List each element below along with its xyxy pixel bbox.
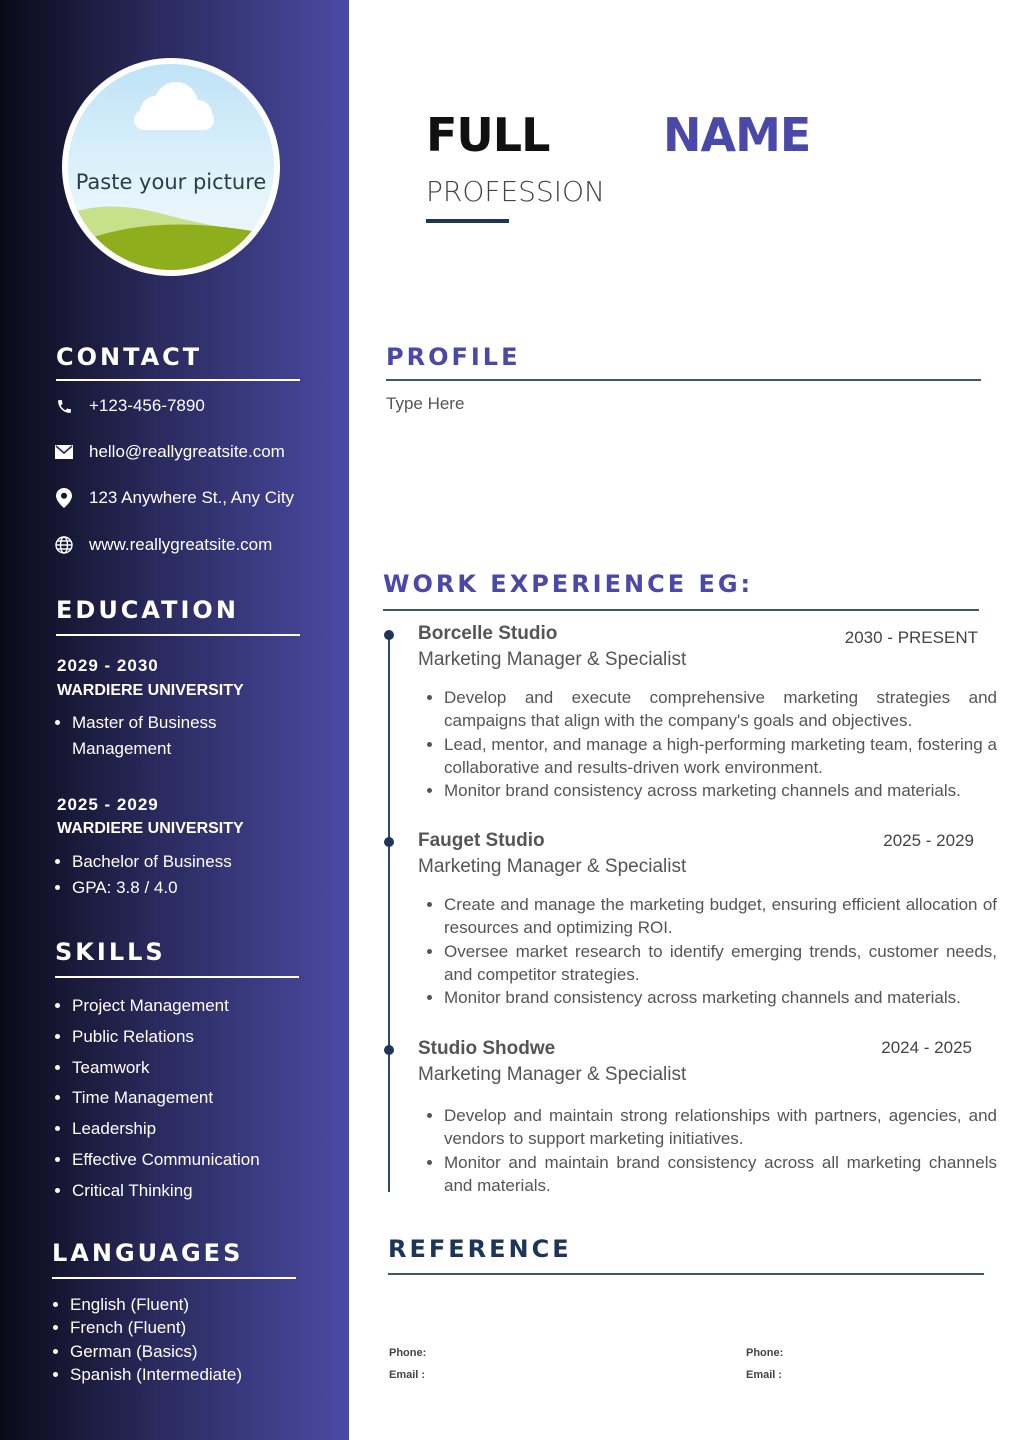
reference-email-label: Email :	[746, 1369, 783, 1381]
contact-address[interactable]	[55, 486, 294, 510]
landscape-icon	[68, 64, 274, 270]
list-item: • GPA: 3.8 / 4.0	[72, 875, 312, 901]
skills-divider	[55, 976, 299, 978]
list-item: • Monitor brand consistency across marketing channels and materials.	[444, 986, 997, 1009]
globe-icon	[55, 536, 73, 554]
profile-photo-placeholder[interactable]	[62, 58, 280, 276]
email-text: hello@reallygreatsite.com	[89, 442, 285, 461]
job-role: Marketing Manager & Specialist	[418, 1064, 687, 1085]
education-details	[54, 710, 282, 762]
education-years: 2029 - 2030	[57, 656, 159, 675]
work-experience-divider	[383, 609, 979, 611]
job-bullets	[426, 686, 997, 802]
education-title: EDUCATION	[56, 596, 239, 624]
list-item: • Teamwork	[72, 1053, 332, 1084]
list-item: • Master of Business Management	[72, 710, 282, 762]
profile-divider	[386, 379, 981, 381]
list-item: • Effective Communication	[72, 1145, 332, 1176]
education-university: WARDIERE UNIVERSITY	[57, 682, 244, 699]
reference-title: REFERENCE	[388, 1235, 572, 1263]
job-bullets	[426, 1104, 997, 1197]
list-item: • Spanish (Intermediate)	[70, 1363, 330, 1386]
list-item: • Project Management	[72, 991, 332, 1022]
education-university: WARDIERE UNIVERSITY	[57, 820, 244, 837]
list-item: • Time Management	[72, 1083, 332, 1114]
timeline-dot	[384, 837, 394, 847]
profile-title: PROFILE	[386, 343, 521, 371]
job-company: Studio Shodwe	[418, 1038, 556, 1059]
timeline-dot	[384, 1045, 394, 1055]
contact-website[interactable]	[55, 533, 272, 557]
job-dates: 2030 - PRESENT	[844, 628, 978, 647]
contact-phone[interactable]	[55, 394, 205, 418]
contact-title: CONTACT	[56, 343, 203, 371]
skills-list	[54, 991, 332, 1207]
list-item: • German (Basics)	[70, 1340, 330, 1363]
profession-underline	[426, 219, 509, 223]
address-text: 123 Anywhere St., Any City	[89, 488, 295, 507]
reference-divider	[388, 1273, 984, 1275]
list-item: • Oversee market research to identify emerging trends, customer needs, and competitor strategies.	[444, 940, 997, 987]
last-name: NAME	[663, 108, 811, 162]
reference-phone-label: Phone:	[746, 1347, 784, 1359]
job-company: Borcelle Studio	[418, 623, 558, 644]
education-divider	[56, 634, 300, 636]
skills-title: SKILLS	[55, 938, 166, 966]
photo-landscape	[68, 64, 274, 270]
languages-divider	[52, 1277, 296, 1279]
languages-list	[52, 1293, 330, 1386]
list-item: • Create and manage the marketing budget, ensuring efficient allocation of resources and optimizing ROI.	[444, 893, 997, 940]
phone-text: +123-456-7890	[89, 396, 205, 415]
first-name: FULL	[426, 108, 550, 162]
job-role: Marketing Manager & Specialist	[418, 856, 687, 877]
reference-phone-label: Phone:	[389, 1347, 427, 1359]
education-years: 2025 - 2029	[57, 795, 159, 814]
phone-icon	[55, 397, 73, 415]
job-bullets	[426, 893, 997, 1009]
reference-email-label: Email :	[389, 1369, 426, 1381]
list-item: • French (Fluent)	[70, 1316, 330, 1339]
contact-divider	[56, 379, 300, 381]
timeline-line	[388, 634, 390, 1192]
list-item: • Critical Thinking	[72, 1176, 332, 1207]
list-item: • Lead, mentor, and manage a high-performing marketing team, fostering a collaborative and results-driven work environment.	[444, 733, 997, 780]
list-item: • Public Relations	[72, 1022, 332, 1053]
list-item: • Leadership	[72, 1114, 332, 1145]
location-pin-icon	[55, 489, 73, 507]
contact-email[interactable]	[55, 440, 285, 464]
timeline-dot	[384, 630, 394, 640]
list-item: • English (Fluent)	[70, 1293, 330, 1316]
list-item: • Monitor brand consistency across marketing channels and materials.	[444, 779, 997, 802]
job-dates: 2024 - 2025	[881, 1038, 972, 1057]
list-item: • Monitor and maintain brand consistency across all marketing channels and materials.	[444, 1151, 997, 1198]
job-role: Marketing Manager & Specialist	[418, 649, 687, 670]
mail-icon	[55, 443, 73, 461]
list-item: • Bachelor of Business	[72, 849, 312, 875]
photo-placeholder-text: Paste your picture	[75, 170, 267, 194]
job-dates: 2025 - 2029	[883, 831, 974, 850]
profession-title: PROFESSION	[426, 175, 605, 208]
job-company: Fauget Studio	[418, 830, 545, 851]
education-details	[54, 849, 312, 901]
languages-title: LANGUAGES	[52, 1239, 244, 1267]
work-experience-title: WORK EXPERIENCE EG:	[383, 570, 754, 598]
list-item: • Develop and execute comprehensive marketing strategies and campaigns that align with the company's goals and objectives.	[444, 686, 997, 733]
profile-text[interactable]: Type Here	[386, 394, 465, 413]
website-text: www.reallygreatsite.com	[89, 535, 273, 554]
sidebar	[0, 0, 349, 1440]
list-item: • Develop and maintain strong relationships with partners, agencies, and vendors to support marketing initiatives.	[444, 1104, 997, 1151]
